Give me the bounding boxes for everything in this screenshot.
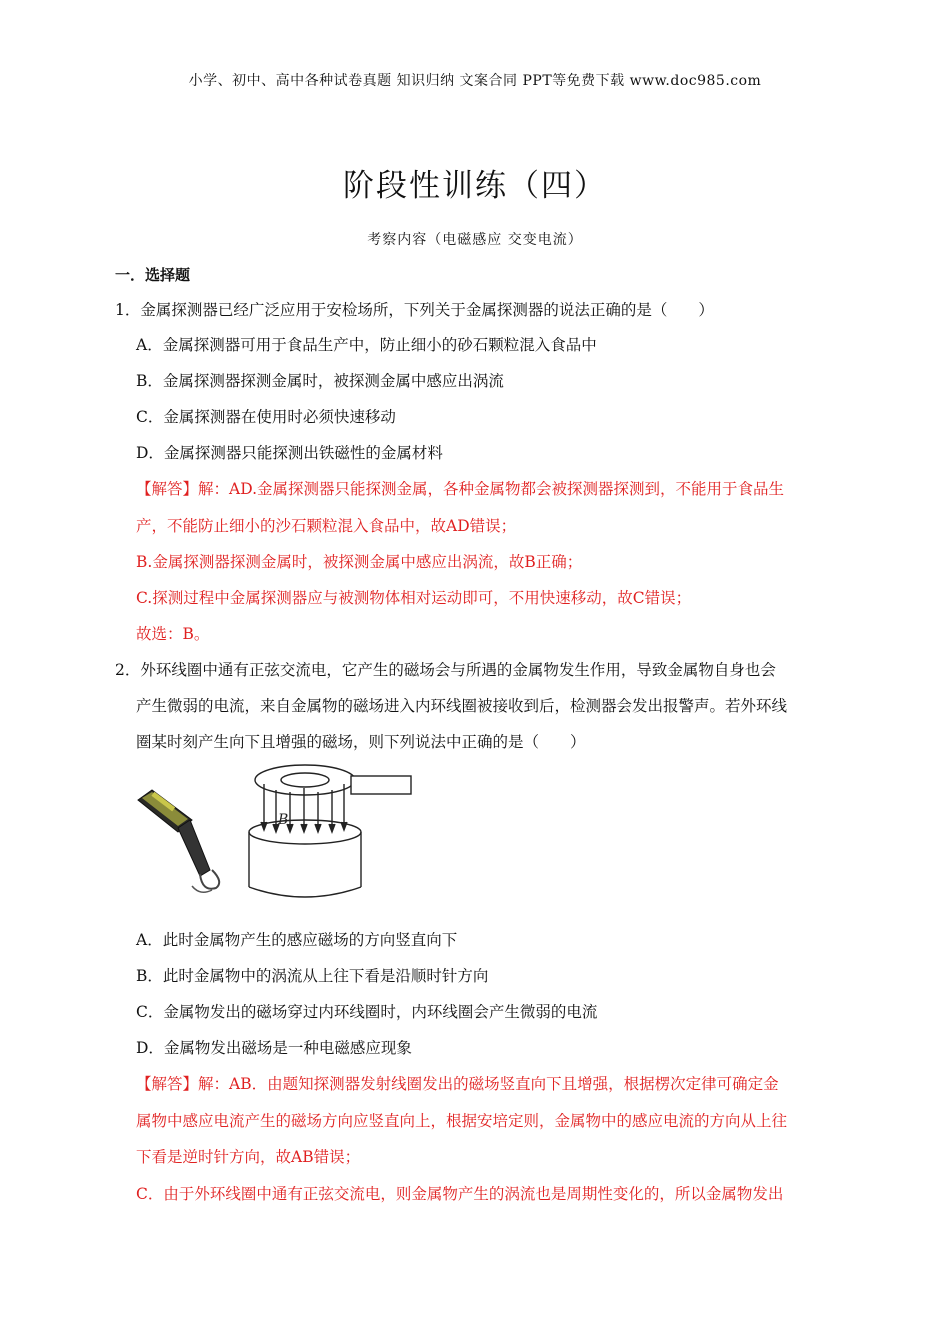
q1-answer-line-2: 产，不能防止细小的沙石颗粒混入食品中，故AD错误；	[136, 517, 517, 535]
q2-answer-text: 解：AB．由题知探测器发射线圈发出的磁场竖直向下且增强，根据楞次定律可确定金	[198, 1075, 779, 1093]
q1-answer-line-1	[136, 477, 784, 499]
q1-option-a: A．金属探测器可用于食品生产中，防止细小的砂石颗粒混入食品中	[136, 336, 597, 354]
magnetic-field-label: B	[278, 812, 289, 828]
q2-answer-line-1	[136, 1072, 779, 1094]
q1-answer-text: 解：AD.金属探测器只能探测金属，各种金属物都会被探测器探测到，不能用于食品生	[198, 480, 785, 498]
q1-answer-line-5: 故选：B。	[136, 625, 210, 643]
q2-answer-line-3: 下看是逆时针方向，故AB错误；	[136, 1148, 361, 1166]
q2-option-d: D．金属物发出磁场是一种电磁感应现象	[136, 1039, 412, 1057]
page-title: 阶段性训练（四）	[343, 168, 607, 204]
metal-detector-figure	[130, 762, 430, 907]
q1-option-c: C．金属探测器在使用时必须快速移动	[136, 408, 396, 426]
section-heading: 一．选择题	[115, 266, 191, 284]
q1-answer-line-4: C.探测过程中金属探测器应与被测物体相对运动即可，不用快速移动，故C错误；	[136, 589, 692, 607]
q1-answer-tag: 【解答】	[136, 480, 199, 498]
q2-option-c: C．金属物发出的磁场穿过内环线圈时，内环线圈会产生微弱的电流	[136, 1003, 598, 1021]
q2-stem-line-3: 圈某时刻产生向下且增强的磁场，则下列说法中正确的是（ ）	[136, 733, 586, 751]
q1-answer-line-3: B.金属探测器探测金属时，被探测金属中感应出涡流，故B正确；	[136, 553, 583, 571]
header-note: 小学、初中、高中各种试卷真题 知识归纳 文案合同 PPT等免费下载 www.doc985.com	[188, 73, 762, 89]
page-subtitle: 考察内容（电磁感应 交变电流）	[367, 232, 583, 248]
handheld-detector-illustration	[138, 790, 219, 892]
q2-answer-tag: 【解答】	[136, 1075, 199, 1093]
q2-answer-line-4: C．由于外环线圈中通有正弦交流电，则金属物产生的涡流也是周期性变化的，所以金属物发出	[136, 1185, 784, 1203]
q1-stem: 1．金属探测器已经广泛应用于安检场所，下列关于金属探测器的说法正确的是（ ）	[115, 301, 714, 319]
q2-stem-line-2: 产生微弱的电流，来自金属物的磁场进入内环线圈被接收到后，检测器会发出报警声。若外环线	[136, 697, 788, 715]
q2-option-a: A．此时金属物产生的感应磁场的方向竖直向下	[136, 931, 458, 949]
q2-answer-line-2: 属物中感应电流产生的磁场方向应竖直向上，根据安培定则，金属物中的感应电流的方向从上往	[136, 1112, 788, 1130]
q2-stem-line-1: 2．外环线圈中通有正弦交流电，它产生的磁场会与所遇的金属物发生作用，导致金属物自身也会	[115, 661, 776, 679]
q1-option-d: D．金属探测器只能探测出铁磁性的金属材料	[136, 444, 443, 462]
q1-option-b: B．金属探测器探测金属时，被探测金属中感应出涡流	[136, 372, 504, 390]
q2-option-b: B．此时金属物中的涡流从上往下看是沿顺时针方向	[136, 967, 489, 985]
coil-diagram	[249, 765, 411, 897]
